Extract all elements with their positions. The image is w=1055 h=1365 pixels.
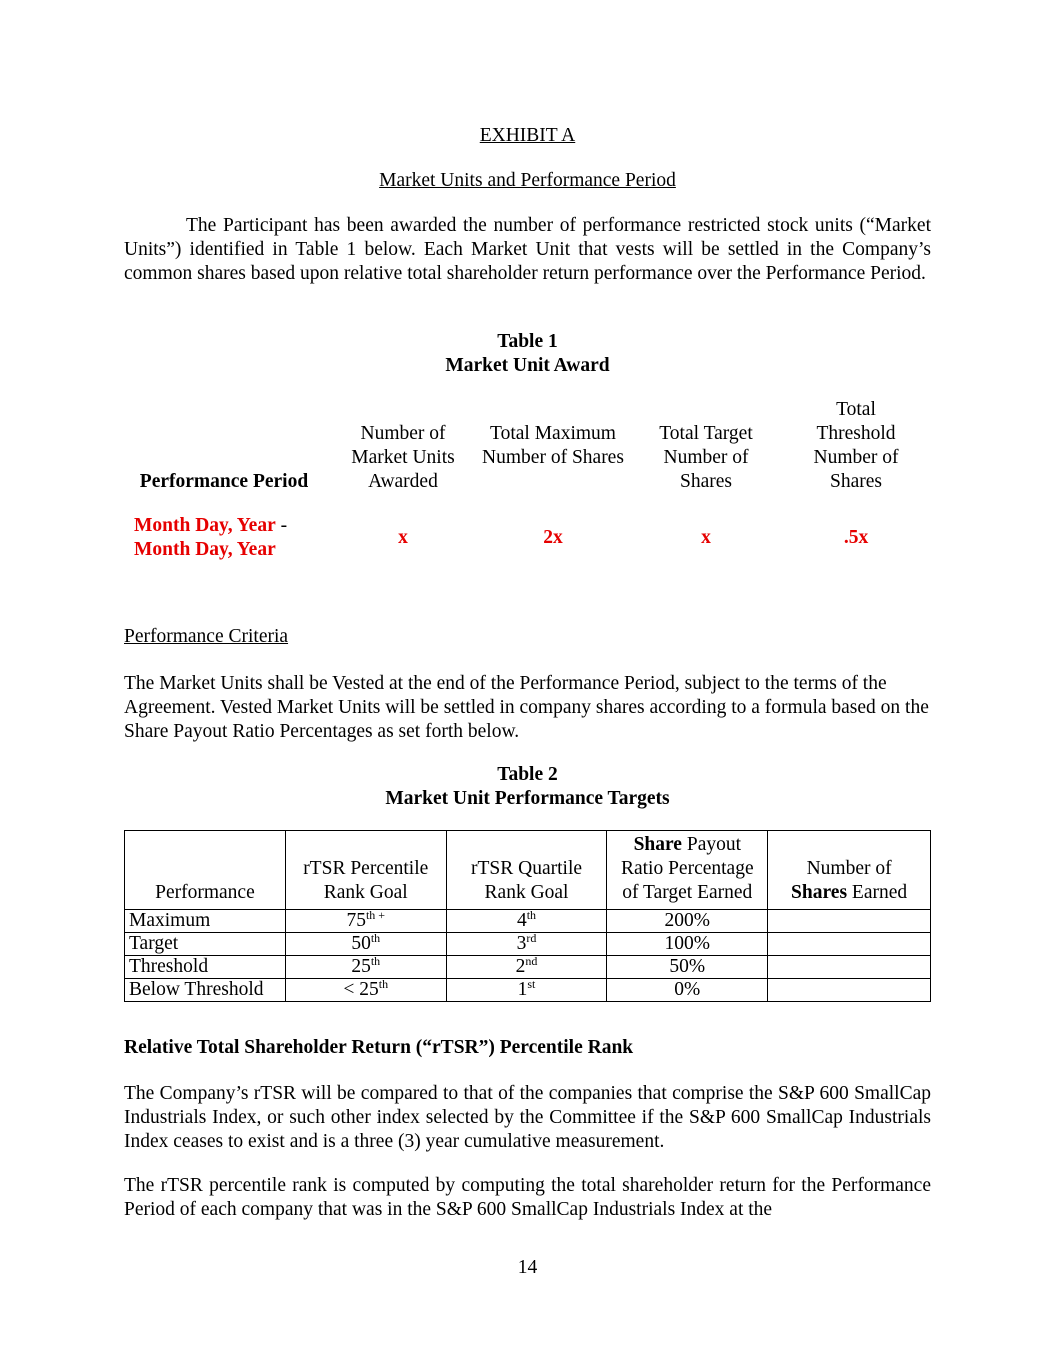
t1-period-separator: - [275,515,288,536]
t2-pct-suffix: th [370,931,381,945]
t1-header-period: Performance Period [139,471,309,492]
table2-title: Market Unit Performance Targets [385,788,670,809]
t2-pct-number: 75 [346,910,366,931]
rtsr-paragraph-2: The rTSR percentile rank is computed by computing the total shareholder return for the Performance Period of each company that was in the S&P 600 SmallCap Industrials Index at the [124,1175,931,1220]
t1-target-value: x [701,527,711,548]
t2-payout-cell: 200% [607,910,768,933]
rtsr-heading: Relative Total Shareholder Return (“rTSR”) Percentile Rank [124,1037,634,1058]
t2-performance-cell: Below Threshold [125,979,286,1002]
t2-shares-cell [768,979,931,1002]
t1-period-cell [134,514,334,562]
performance-targets-table [124,830,931,1002]
intro-paragraph: The Participant has been awarded the number of performance restricted stock units (“Market Units”) identified in Table 1 below. Each Market Unit that vests will be settled in the Company’s common shares based upon relative total shareholder return performance over the Performance Period. [124,215,931,284]
t2-pct-prefix: < [343,979,360,1000]
t2-quartile-cell [446,956,607,979]
t2-q-number: 1 [517,979,528,1000]
t2-q-suffix: nd [525,954,538,968]
t1-header-units: Number of Market Units Awarded [351,423,455,492]
t2-header-shares-post: Earned [847,882,908,903]
t2-shares-cell [768,933,931,956]
t2-q-suffix: st [527,977,536,991]
criteria-paragraph: The Market Units shall be Vested at the end of the Performance Period, subject to the terms of the Agreement. Vested Market Units will be settled in company shares according to a formula based on the Share Payout Ratio Percentages as set forth below. [124,673,929,742]
t2-q-number: 3 [516,933,527,954]
table2-caption: Table 2 [497,764,558,785]
t1-header-threshold: Total Threshold Number of Shares [813,399,899,492]
t2-percentile-cell [285,979,446,1002]
t2-shares-cell [768,910,931,933]
t2-header-shares [768,831,931,910]
t2-pct-number: 25 [359,979,379,1000]
t2-q-number: 4 [516,910,527,931]
t2-pct-number: 50 [351,933,371,954]
t2-pct-suffix: th [378,977,389,991]
t2-header-payout-rest: Payout Ratio Percentage of Target Earned [620,834,754,903]
t2-q-suffix: th [526,908,537,922]
t2-shares-cell [768,956,931,979]
t2-pct-number: 25 [351,956,371,977]
criteria-heading: Performance Criteria [124,626,289,647]
t2-q-suffix: rd [526,931,537,945]
t2-percentile-cell [285,933,446,956]
table-row [125,956,931,979]
t2-pct-suffix: th [370,954,381,968]
table1-title-block [124,330,931,378]
t2-payout-cell: 50% [607,956,768,979]
t2-q-number: 2 [515,956,526,977]
table1-title: Market Unit Award [445,355,610,376]
t2-header-shares-pre: Number of [806,858,892,879]
t1-header-max: Total Maximum Number of Shares [482,423,624,468]
page-number: 14 [517,1257,538,1278]
t2-performance-cell: Target [125,933,286,956]
t2-quartile-cell [446,933,607,956]
t2-percentile-cell [285,910,446,933]
t1-units-value: x [398,527,408,548]
t2-header-row [125,831,931,910]
exhibit-title: EXHIBIT A [479,125,576,146]
t1-threshold-value: .5x [843,527,869,548]
t1-max-value: 2x [543,527,563,548]
t2-header-percentile: rTSR Percentile Rank Goal [285,831,446,910]
table1-caption: Table 1 [497,331,558,352]
t2-percentile-cell [285,956,446,979]
t1-period-start: Month Day, Year [134,515,276,536]
t2-pct-suffix: th + [365,908,386,922]
t2-performance-cell: Maximum [125,910,286,933]
t2-header-payout [607,831,768,910]
t1-header-target: Total Target Number of Shares [659,423,753,492]
exhibit-subtitle: Market Units and Performance Period [379,170,676,191]
t1-period-end: Month Day, Year [134,539,276,560]
t2-payout-cell: 0% [607,979,768,1002]
t2-header-payout-bold: Share [633,834,682,855]
t2-quartile-cell [446,979,607,1002]
table-row [125,979,931,1002]
t2-performance-cell: Threshold [125,956,286,979]
rtsr-paragraph-1: The Company’s rTSR will be compared to that of the companies that comprise the S&P 600 SmallCap Industrials Index, or such other index selected by the Committee if the S&P 600 SmallCap Industrials Index ceases to exist and is a three (3) year cumulative measurement. [124,1083,931,1152]
table-row [125,910,931,933]
t2-header-shares-bold: Shares [791,882,848,903]
t2-payout-cell: 100% [607,933,768,956]
t2-header-quartile: rTSR Quartile Rank Goal [446,831,607,910]
t2-header-performance: Performance [125,831,286,910]
t2-quartile-cell [446,910,607,933]
table-row [125,933,931,956]
table2-title-block [124,763,931,811]
